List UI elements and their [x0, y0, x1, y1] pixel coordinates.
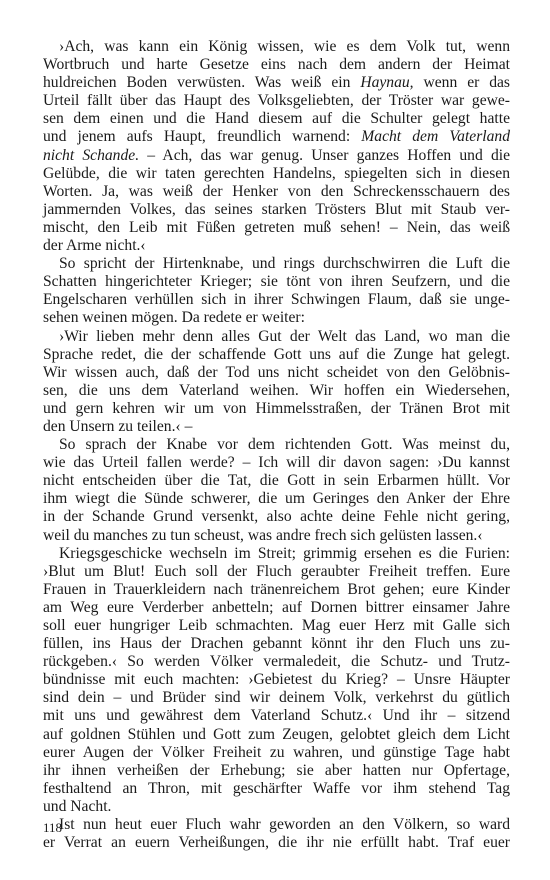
text-line	[43, 671, 510, 689]
text-line	[43, 617, 510, 635]
text-line	[43, 527, 510, 545]
text-line	[43, 56, 510, 74]
text-line	[43, 147, 510, 165]
text-line	[43, 201, 510, 219]
text-segment: wenn er das	[413, 74, 510, 92]
text-segment: sehen weinen mögen. Da redete er weiter:	[43, 309, 305, 327]
text-segment: huldreichen Boden verwüsten. Was weiß ein	[43, 74, 361, 92]
text-line	[43, 38, 510, 56]
text-segment: weil du manches zu tun scheust, was andre frech sich gelüsten lassen.‹	[43, 526, 483, 544]
text-line	[43, 291, 510, 309]
text-line	[43, 780, 510, 798]
text-segment: festhaltend an Thron, mit geschärfter Waffe vor ihm stehend Tag	[43, 779, 510, 797]
text-segment: er Verrat an euern Verheißungen, die ihr nie erfüllt habt. Traf euer	[43, 834, 510, 852]
page-number: 118	[43, 820, 63, 835]
text-segment: So spricht der Hirtenknabe, und rings durchschwirren die Luft die	[59, 255, 510, 273]
text-segment: ihr ihnen verheißen der Erhebung; sie aber hatten nur Opfertage,	[43, 761, 510, 779]
text-segment: ›Ach, was kann ein König wissen, wie es dem Volk tut, wenn	[59, 38, 510, 55]
text-line	[43, 400, 510, 418]
text-segment: So sprach der Knabe vor dem richtenden Gott. Was meinst du,	[59, 436, 510, 454]
text-segment: – Ach, das war genug. Unser ganzes Hoffen und die	[139, 146, 510, 164]
text-segment: Wortbruch und harte Gesetze eins nach dem andern der Heimat	[43, 56, 510, 74]
text-segment: Schatten hingerichteter Krieger; sie tönt von ihren Seufzern, und die	[43, 273, 510, 291]
text-line	[43, 165, 510, 183]
text-line	[43, 255, 510, 273]
text-segment: und Nacht.	[43, 797, 112, 815]
text-line	[43, 762, 510, 780]
text-segment: und jenem aufs Haupt, freundlich warnend:	[43, 128, 362, 146]
text-line	[43, 92, 510, 110]
text-line	[43, 472, 510, 490]
italic-text: Haynau,	[360, 74, 414, 92]
text-line	[43, 110, 510, 128]
text-segment: in der Schande Grund versenkt, also achte deine Fehle nicht gering,	[43, 508, 510, 526]
text-line	[43, 508, 510, 526]
text-line	[43, 364, 510, 382]
text-line	[43, 128, 510, 146]
text-line	[43, 834, 510, 852]
text-line	[43, 328, 510, 346]
text-line	[43, 816, 510, 834]
text-segment: auf goldnen Stühlen und Gott zum Zeugen, gelobtet gleich dem Licht	[43, 725, 510, 743]
text-line	[43, 237, 510, 255]
text-line	[43, 726, 510, 744]
text-segment: wie das Urteil fallen werde? – Ich will dir davon sagen: ›Du kannst	[43, 454, 510, 472]
text-line	[43, 798, 510, 816]
italic-text: nicht Schande.	[43, 146, 140, 164]
text-line	[43, 418, 510, 436]
text-segment: mischt, den Leib mit Füßen getreten muß sehen! – Nein, das weiß	[43, 218, 510, 236]
text-line	[43, 599, 510, 617]
text-line	[43, 635, 510, 653]
text-line	[43, 219, 510, 237]
text-segment: rückgeben.‹ So werden Völker vermaledeit, die Schutz- und Trutz-	[43, 653, 510, 671]
text-line	[43, 436, 510, 454]
text-line	[43, 346, 510, 364]
text-segment: ›Wir lieben mehr denn alles Gut der Welt das Land, wo man die	[59, 327, 510, 345]
text-segment: den Unsern zu teilen.‹ –	[43, 417, 193, 435]
text-line	[43, 490, 510, 508]
text-segment: Sprache redet, die der schaffende Gott uns auf die Zunge hat gelegt.	[43, 345, 510, 363]
text-line	[43, 545, 510, 563]
text-segment: bündnisse mit euch machten: ›Gebietest du Krieg? – Unsre Häupter	[43, 671, 510, 689]
text-segment: am Weg eure Verderber anbetteln; auf Dornen bittrer einsamer Jahre	[43, 598, 510, 616]
text-segment: Engelscharen verhüllen sich in ihrer Schwingen Flaum, daß sie unge-	[43, 291, 510, 309]
text-segment: sen dem einen und die Hand diesem auf die Schulter gelegt hatte	[43, 110, 510, 128]
text-line	[43, 707, 510, 725]
text-line	[43, 382, 510, 400]
text-segment: füllen, ins Haus der Drachen gebannt könnt ihr den Fluch uns zu-	[43, 635, 510, 653]
page-body-text	[43, 38, 510, 852]
text-segment: und gern kehren wir um von Himmelsstraßen, der Tränen Brot mit	[43, 399, 510, 417]
text-segment: nicht entscheiden über die Tat, die Gott in sein Erbarmen hüllt. Vor	[43, 472, 510, 490]
text-segment: Frauen in Trauerkleidern nach tränenreichem Brot gehen; eure Kinder	[43, 580, 510, 598]
text-segment: Urteil fällt über das Haupt des Volksgeliebten, der Tröster war gewe-	[43, 92, 510, 110]
text-line	[43, 744, 510, 762]
text-segment: sen, die uns dem Vaterland weihen. Wir hoffen ein Wiedersehen,	[43, 381, 510, 399]
text-segment: Ist nun heut euer Fluch wahr geworden an den Völkern, so ward	[59, 816, 510, 834]
text-segment: der Arme nicht.‹	[43, 237, 146, 255]
text-line	[43, 581, 510, 599]
text-segment: jammernden Volkes, das seines starken Trösters Blut mit Staub ver-	[43, 200, 510, 218]
text-line	[43, 653, 510, 671]
text-line	[43, 309, 510, 327]
text-line	[43, 183, 510, 201]
text-line	[43, 454, 510, 472]
italic-text: Macht dem Vaterland	[361, 128, 510, 146]
text-segment: Gelübde, die wir taten gerechten Handelns, spiegelten sich in diesen	[43, 164, 510, 182]
text-line	[43, 74, 510, 92]
text-segment: soll euer hungriger Leib schmachten. Mag euer Herz mit Galle sich	[43, 617, 510, 634]
text-line	[43, 689, 510, 707]
text-line	[43, 273, 510, 291]
text-segment: Worten. Ja, was weiß der Henker von den Schreckensschauern des	[43, 182, 510, 200]
text-segment: sind dein – und Brüder sind wir deinem Volk, verkehrst du gütlich	[43, 689, 510, 707]
text-segment: Wir wissen auch, daß der Tod uns nicht scheidet von den Gelöbnis-	[43, 363, 510, 381]
text-segment: Kriegsgeschicke wechseln im Streit; grimmig ersehen es die Furien:	[59, 544, 510, 562]
text-line	[43, 563, 510, 581]
text-segment: eurer Augen der Völker Freiheit zu wahren, und günstige Tage habt	[43, 743, 510, 761]
text-segment: mit uns und gewährest dem Vaterland Schutz.‹ Und ihr – sitzend	[43, 707, 510, 725]
text-segment: ihm wiegt die Sünde schwerer, die um Geringes den Anker der Ehre	[43, 490, 510, 508]
text-segment: ›Blut um Blut! Euch soll der Fluch geraubter Freiheit treffen. Eure	[43, 562, 510, 580]
